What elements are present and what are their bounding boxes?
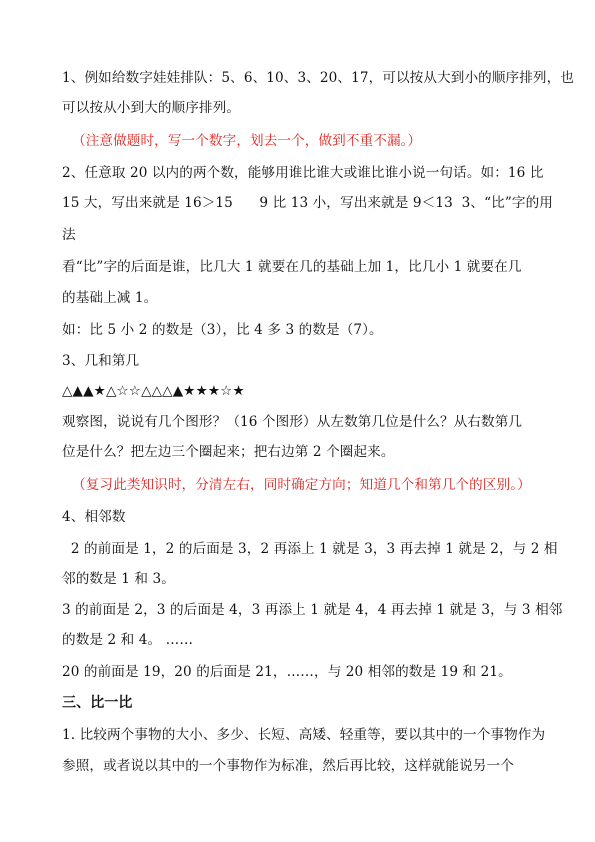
text-line: 1、例如给数字娃娃排队：5、6、10、3、20、17，可以按从大到小的顺序排列，也 xyxy=(62,70,574,86)
text-line: 参照，或者说以其中的一个事物作为标准，然后再比较，这样就能说另一个 xyxy=(62,758,514,774)
chapter-heading: 三、比一比 xyxy=(62,695,133,711)
text-line: 2 的前面是 1，2 的后面是 3，2 再添上 1 就是 3，3 再去掉 1 就是 2，与 2 相 xyxy=(62,541,558,557)
text-line: 20 的前面是 19，20 的后面是 21，……，与 20 相邻的数是 19 和 21。 xyxy=(62,664,512,680)
section-heading: 4、相邻数 xyxy=(62,509,126,525)
text-line: 2、任意取 20 以内的两个数，能够用谁比谁大或谁比谁小说一句话。如：16 比 xyxy=(62,165,544,181)
note-line: （注意做题时，写一个数字，划去一个，做到不重不漏。） xyxy=(72,133,422,149)
text-line: 15 大，写出来就是 16＞15 9 比 13 小，写出来就是 9＜13 3、“比”字的用 xyxy=(62,195,553,211)
text-line: 邻的数是 1 和 3。 xyxy=(62,571,175,587)
note-line: （复习此类知识时，分清左右，同时确定方向；知道几个和第几个的区别。） xyxy=(72,477,531,493)
text-line: 1. 比较两个事物的大小、多少、长短、高矮、轻重等，要以其中的一个事物作为 xyxy=(62,727,546,743)
shape-sequence: △▲▲★△☆☆△△△▲★★★☆★ xyxy=(62,383,245,399)
text-line: 可以按从小到大的顺序排列。 xyxy=(62,100,241,116)
text-line: 3 的前面是 2，3 的后面是 4，3 再添上 1 就是 4，4 再去掉 1 就是 3，与 3 相邻 xyxy=(62,602,563,618)
text-line: 如：比 5 小 2 的数是（3），比 4 多 3 的数是（7）。 xyxy=(62,322,383,338)
text-line: 的基础上减 1。 xyxy=(62,290,158,306)
section-heading: 3、几和第几 xyxy=(62,353,140,369)
text-line: 的数是 2 和 4。 …… xyxy=(62,632,194,648)
text-line: 观察图，说说有几个图形？（16 个图形）从左数第几位是什么？从右数第几 xyxy=(62,414,523,430)
text-line: 位是什么？把左边三个圈起来；把右边第 2 个圈起来。 xyxy=(62,444,395,460)
text-line: 法 xyxy=(62,227,76,243)
text-line: 看“比”字的后面是谁，比几大 1 就要在几的基础上加 1，比几小 1 就要在几 xyxy=(62,259,522,275)
